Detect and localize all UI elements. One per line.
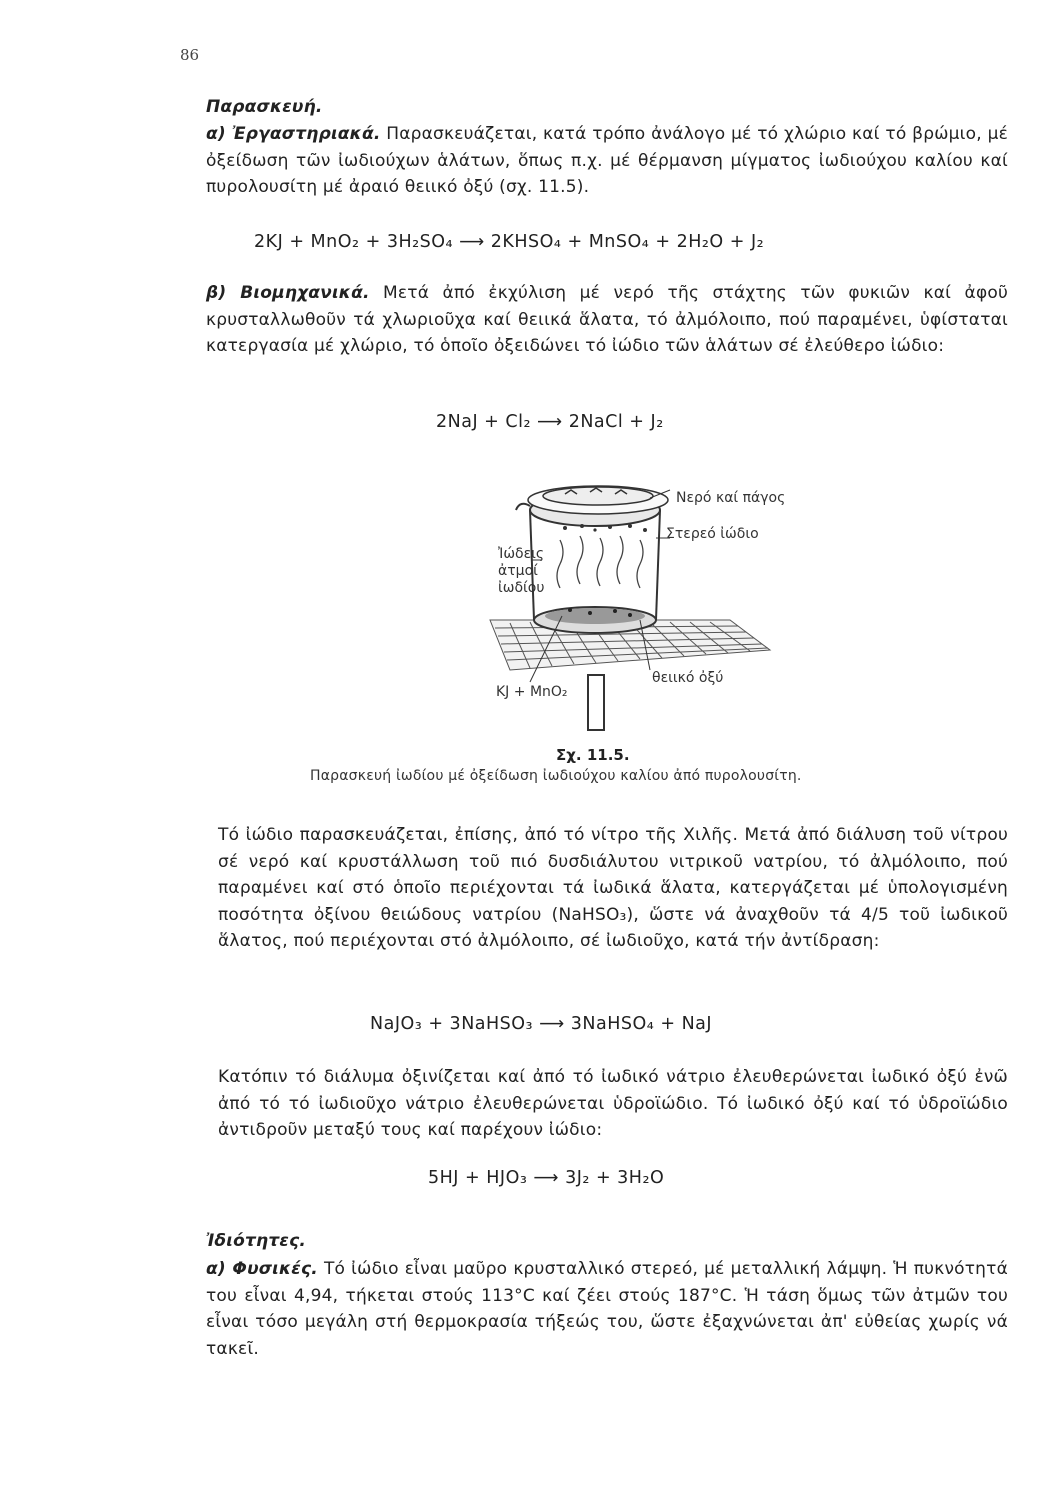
physical-label: α) Φυσικές.: [206, 1259, 318, 1279]
label-sulfuric-acid: θειικό ὀξύ: [652, 670, 724, 686]
equation-3: NaJO₃ + 3NaHSO₃ ⟶ 3NaHSO₄ + NaJ: [370, 1014, 713, 1034]
nitre-paragraph: [218, 822, 1008, 955]
cooling-flask: [528, 486, 668, 514]
properties-title: Ἰδιότητες.: [206, 1231, 306, 1251]
lab-text: Παρασκευάζεται, κατά τρόπο ἀνάλογο μέ τό χλώριο καί τό βρώμιο, μέ ὀξείδωση τῶν ἰωδιούχων ἁλάτων, ὅπως π.χ. μέ θέρμανση μίγματος ἰωδιούχου καλίου καί πυρολουσίτη μέ ἀραιό θειικό ὀξύ (σχ. 11.5).: [206, 124, 1008, 197]
lab-paragraph: [206, 121, 1008, 201]
label-water-ice: Νερό καί πάγος: [676, 490, 786, 506]
equation-2: 2NaJ + Cl₂ ⟶ 2NaCl + J₂: [436, 412, 664, 432]
page-number: 86: [180, 46, 200, 64]
acid-paragraph: Κατόπιν τό διάλυμα ὀξινίζεται καί ἀπό τό ἰωδικό νάτριο ἐλευθερώνεται ἰωδικό ὀξύ ἐνῶ ἀπό τό τό ἰωδιοῦχο νάτριο ἐλευθερώνεται ὑδροϊώδιο. Τό ἰωδικό ὀξύ καί τό ὑδροϊώδιο ἀντιδροῦν μεταξύ τους καί παρέχουν ἰώδιο:: [218, 1067, 1008, 1140]
lab-label: α) Ἐργαστηριακά.: [206, 124, 381, 144]
label-reagents: KJ + MnO₂: [496, 684, 568, 700]
section-title: Παρασκευή.: [206, 97, 323, 117]
figure-number: Σχ. 11.5.: [556, 746, 630, 764]
industrial-text: Μετά ἀπό ἐκχύλιση μέ νερό τῆς στάχτης τῶν φυκιῶν καί ἀφοῦ κρυσταλλωθοῦν τά χλωριοῦχα καί θειικά ἅλατα, τό ἀλμόλοιπο, πού παραμένει, ὑφίσταται κατεργασία μέ χλώριο, τό ὁποῖο ὀξειδώνει τό ἰώδιο τῶν ἁλάτων σέ ἐλεύθερο ἰώδιο:: [206, 283, 1008, 356]
reaction-mixture: [545, 608, 645, 624]
physical-text: Τό ἰώδιο εἶναι μαῦρο κρυσταλλικό στερεό, μέ μεταλλική λάμψη. Ἡ πυκνότητά του εἶναι 4,94, τήκεται στούς 113°C καί ζέει στούς 187°C. Ἡ τάση ὅμως τῶν ἀτμῶν του εἶναι τόσο μεγάλη στή θερμοκρασία τήξεώς του, ὥστε ἐξαχνώνεται ἀπ' εὐθείας χωρίς νά τακεῖ.: [206, 1259, 1008, 1359]
industrial-paragraph: [206, 280, 1008, 360]
industrial-label: β) Βιομηχανικά.: [206, 283, 370, 303]
nitre-fraction: 4/5: [861, 904, 889, 925]
figure-caption: Παρασκευή ἰωδίου μέ ὀξείδωση ἰωδιούχου καλίου ἀπό πυρολουσίτη.: [310, 768, 802, 784]
physical-paragraph: [206, 1256, 1008, 1362]
burner: [588, 675, 604, 730]
equation-1: 2KJ + MnO₂ + 3H₂SO₄ ⟶ 2KHSO₄ + MnSO₄ + 2H₂O + J₂: [254, 232, 765, 252]
label-iodine-vapors: Ἰώδεις ἀτμοί ἰωδίου: [498, 546, 545, 596]
label-solid-iodine: Στερεό ἰώδιο: [666, 526, 759, 542]
nitre-text-before: Τό ἰώδιο παρασκευάζεται, ἐπίσης, ἀπό τό νίτρο τῆς Χιλῆς. Μετά ἀπό διάλυση τοῦ νίτρου σέ νερό καί κρυστάλλωση τοῦ πιό δυσδιάλυτου νιτρικοῦ νατρίου, τό ἀλμόλοιπο, πού παραμένει καί στό ὁποῖο περιέχονται τά ἰωδικά ἅλατα, κατεργάζεται μέ ὑπολογισμένη ποσότητα ὀξίνου θειώδους νατρίου (NaHSO₃), ὥστε νά ἀναχθοῦν τά: [218, 825, 1008, 925]
equation-4: 5HJ + HJO₃ ⟶ 3J₂ + 3H₂O: [428, 1168, 665, 1188]
nitre-text-after: τοῦ ἰωδικοῦ ἅλατος, πού περιέχονται στό ἀλμόλοιπο, σέ ἰωδιοῦχο, κατά τήν ἀντίδραση:: [218, 904, 1008, 951]
